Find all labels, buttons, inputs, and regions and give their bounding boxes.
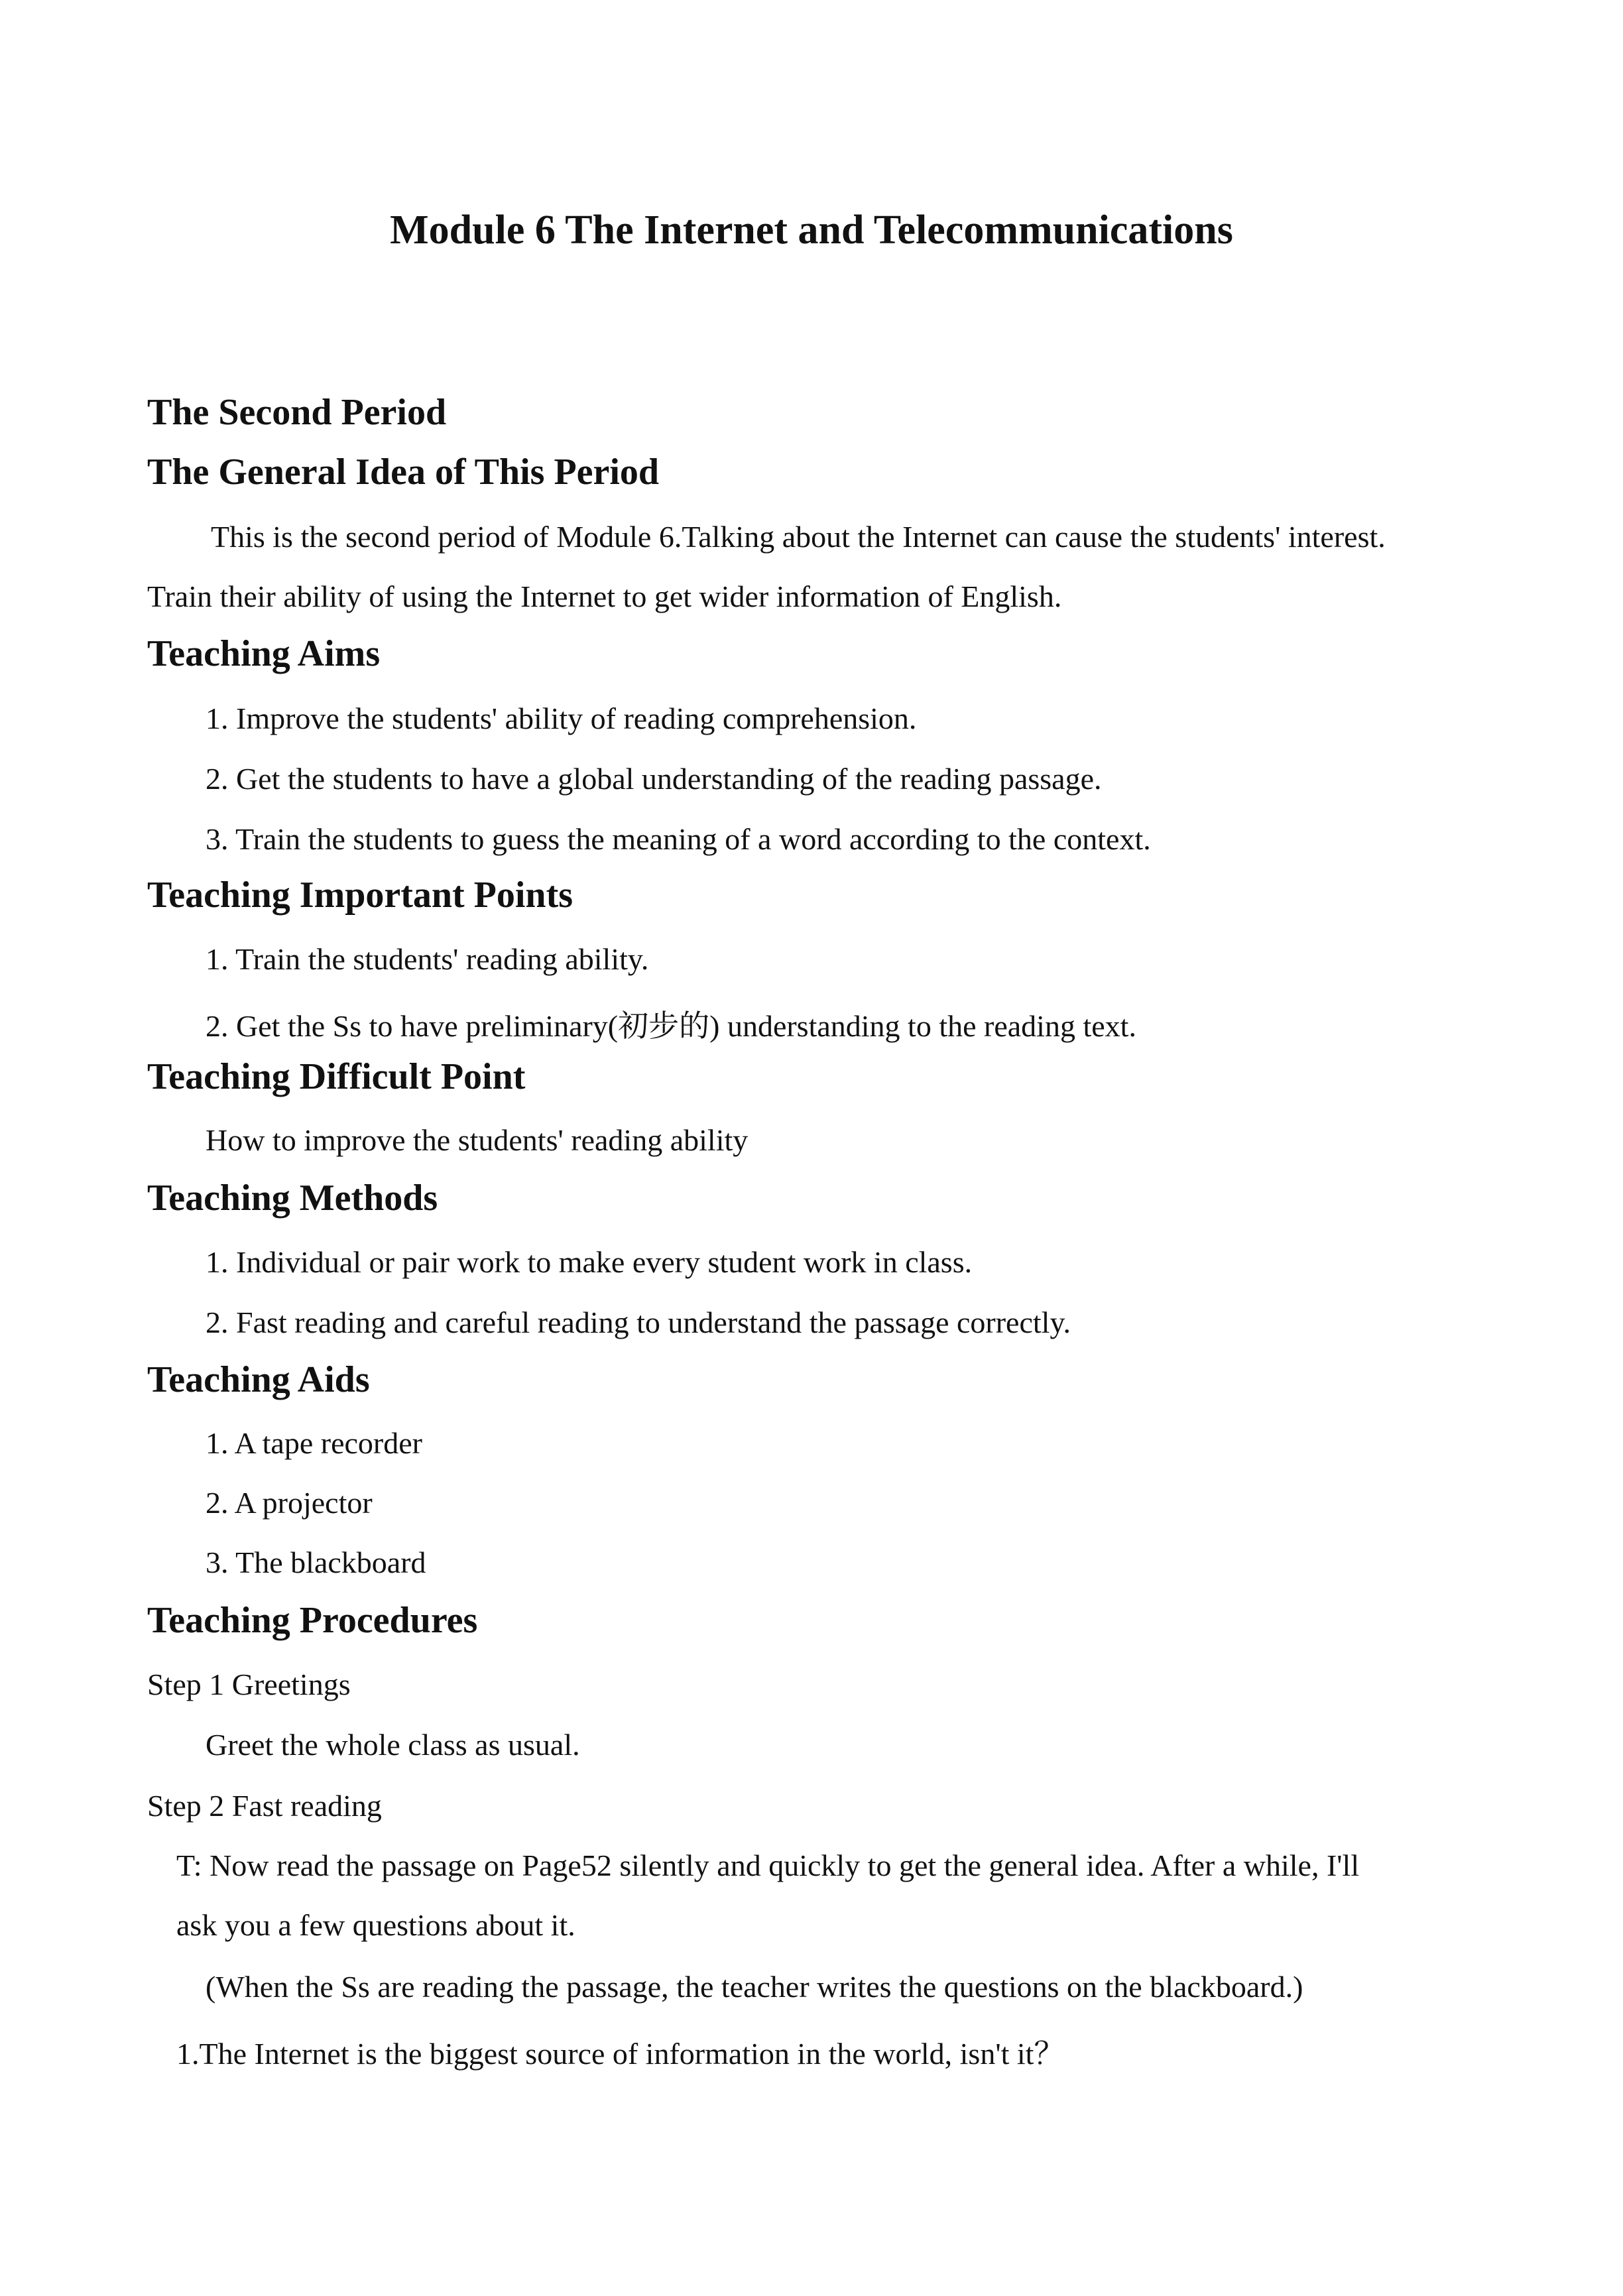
general-idea-line-1: This is the second period of Module 6.Talking about the Internet can cause the students' interest. (211, 520, 1386, 554)
general-idea-line-2: Train their ability of using the Internet to get wider information of English. (147, 579, 1062, 613)
aims-item-2: 2. Get the students to have a global understanding of the reading passage. (206, 762, 1102, 796)
important-points-heading: Teaching Important Points (147, 875, 573, 916)
methods-item-1: 1. Individual or pair work to make every student work in class. (206, 1245, 973, 1279)
period-heading: The Second Period (147, 392, 447, 433)
step-2-note: (When the Ss are reading the passage, the teacher writes the questions on the blackboard.) (206, 1970, 1303, 2004)
aims-item-1: 1. Improve the students' ability of reading comprehension. (206, 701, 917, 735)
methods-item-2: 2. Fast reading and careful reading to understand the passage correctly. (206, 1305, 1071, 1339)
step-2-label: Step 2 Fast reading (147, 1789, 382, 1823)
procedures-heading: Teaching Procedures (147, 1600, 478, 1641)
methods-heading: Teaching Methods (147, 1178, 438, 1219)
step-2-teacher-line-2: ask you a few questions about it. (176, 1908, 575, 1942)
aids-heading: Teaching Aids (147, 1359, 370, 1400)
important-point-1: 1. Train the students' reading ability. (206, 942, 649, 976)
aids-item-3: 3. The blackboard (206, 1545, 426, 1579)
important-point-2: 2. Get the Ss to have preliminary(初步的) understanding to the reading text. (206, 1009, 1136, 1043)
step-2-teacher-line-1: T: Now read the passage on Page52 silently and quickly to get the general idea. After a while, I'll (176, 1848, 1360, 1882)
teaching-aims-heading: Teaching Aims (147, 633, 381, 674)
aids-item-1: 1. A tape recorder (206, 1426, 422, 1460)
difficult-point-item: How to improve the students' reading ability (206, 1123, 749, 1157)
page-title: Module 6 The Internet and Telecommunications (390, 208, 1233, 253)
aids-item-2: 2. A projector (206, 1486, 373, 1520)
step-1-label: Step 1 Greetings (147, 1667, 351, 1701)
difficult-point-heading: Teaching Difficult Point (147, 1056, 526, 1097)
step-1-text: Greet the whole class as usual. (206, 1728, 580, 1762)
general-idea-heading: The General Idea of This Period (147, 452, 660, 493)
aims-item-3: 3. Train the students to guess the meaning of a word according to the context. (206, 822, 1151, 856)
step-2-question-1: 1.The Internet is the biggest source of information in the world, isn't it？ (176, 2037, 1065, 2071)
